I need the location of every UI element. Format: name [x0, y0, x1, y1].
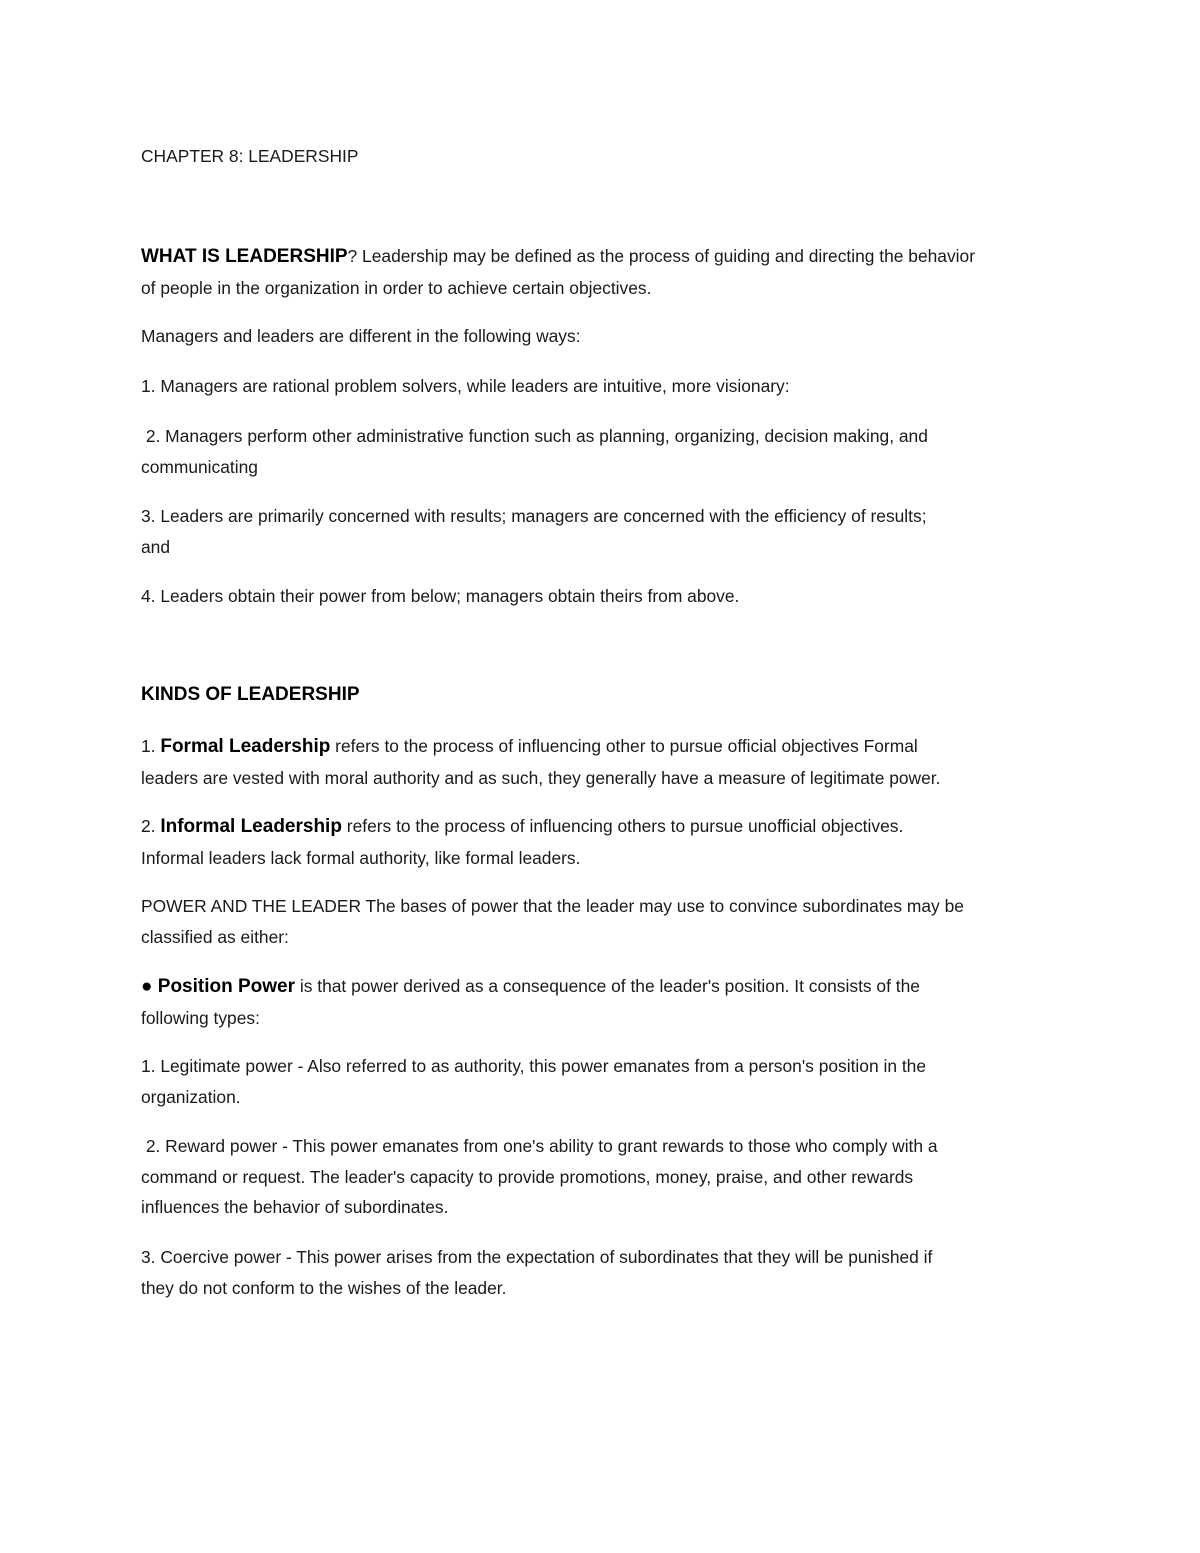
- chapter-title: [141, 141, 1066, 172]
- position-power-line1: is that power derived as a consequence of the leader's position. It consists of the: [295, 976, 920, 996]
- intro-heading: WHAT IS LEADERSHIP: [141, 246, 348, 267]
- intro-line2: of people in the organization in order to achieve certain objectives.: [141, 277, 652, 298]
- kinds-item-informal-number: 2.: [141, 816, 161, 836]
- intro-paragraph: [141, 241, 1066, 303]
- position-power-paragraph: [141, 971, 1066, 1033]
- difference-item-2: [141, 421, 1066, 482]
- kinds-item-formal-line1: refers to the process of influencing other to pursue official objectives Formal: [330, 736, 918, 756]
- chapter-title-text: CHAPTER 8: LEADERSHIP: [141, 146, 359, 166]
- power-type-legitimate-line2: organization.: [141, 1086, 241, 1107]
- difference-item-3-line1: 3. Leaders are primarily concerned with results; managers are concerned with the efficiency of results;: [141, 506, 927, 526]
- difference-item-4-line1: 4. Leaders obtain their power from below; managers obtain theirs from above.: [141, 586, 740, 606]
- position-power-line2: following types:: [141, 1007, 260, 1028]
- intro-line1: Leadership may be defined as the process of guiding and directing the behavior: [357, 246, 975, 266]
- kinds-item-formal-term: Formal Leadership: [160, 736, 331, 757]
- power-type-reward: [141, 1131, 1066, 1223]
- power-type-legitimate-line1: 1. Legitimate power - Also referred to as authority, this power emanates from a person's position in the: [141, 1056, 927, 1076]
- power-type-coercive-line2: they do not conform to the wishes of the leader.: [141, 1277, 507, 1298]
- power-intro-line1: POWER AND THE LEADER The bases of power that the leader may use to convince subordinates may be: [141, 896, 964, 916]
- power-type-reward-line3: influences the behavior of subordinates.: [141, 1197, 449, 1217]
- difference-item-1-line1: 1. Managers are rational problem solvers, while leaders are intuitive, more visionary:: [141, 376, 790, 396]
- kinds-item-informal-term: Informal Leadership: [160, 816, 342, 837]
- power-type-reward-line2: command or request. The leader's capacity to provide promotions, money, praise, and other rewards: [141, 1166, 914, 1187]
- power-type-coercive-line1: 3. Coercive power - This power arises from the expectation of subordinates that they will be punished if: [141, 1247, 933, 1267]
- differences-intro-text: Managers and leaders are different in the following ways:: [141, 326, 581, 346]
- power-intro-line2: classified as either:: [141, 926, 289, 947]
- kinds-item-formal: [141, 731, 1066, 793]
- difference-item-3-line2: and: [141, 536, 171, 557]
- intro-question-mark: ?: [347, 246, 358, 266]
- power-type-reward-line1: 2. Reward power - This power emanates from one's ability to grant rewards to those who comply with a: [141, 1136, 938, 1156]
- kinds-item-formal-line2: leaders are vested with moral authority and as such, they generally have a measure of legitimate power.: [141, 767, 941, 788]
- power-type-legitimate: [141, 1051, 1066, 1112]
- kinds-item-informal-line1: refers to the process of influencing others to pursue unofficial objectives.: [341, 816, 904, 836]
- kinds-item-formal-number: 1.: [141, 736, 161, 756]
- kinds-heading-text: KINDS OF LEADERSHIP: [141, 684, 360, 705]
- difference-item-1: [141, 371, 1066, 402]
- kinds-item-informal: [141, 811, 1066, 873]
- difference-item-2-line2: communicating: [141, 456, 258, 477]
- position-power-term: Position Power: [157, 976, 296, 997]
- difference-item-4: [141, 581, 1066, 612]
- power-intro: [141, 891, 1066, 952]
- bullet-icon: ●: [141, 976, 158, 997]
- kinds-heading: [141, 679, 1066, 711]
- difference-item-3: [141, 501, 1066, 562]
- difference-item-2-line1: 2. Managers perform other administrative function such as planning, organizing, decision making, and: [141, 426, 928, 446]
- power-type-coercive: [141, 1242, 1066, 1303]
- differences-intro: [141, 321, 1066, 352]
- kinds-item-informal-line2: Informal leaders lack formal authority, like formal leaders.: [141, 847, 581, 868]
